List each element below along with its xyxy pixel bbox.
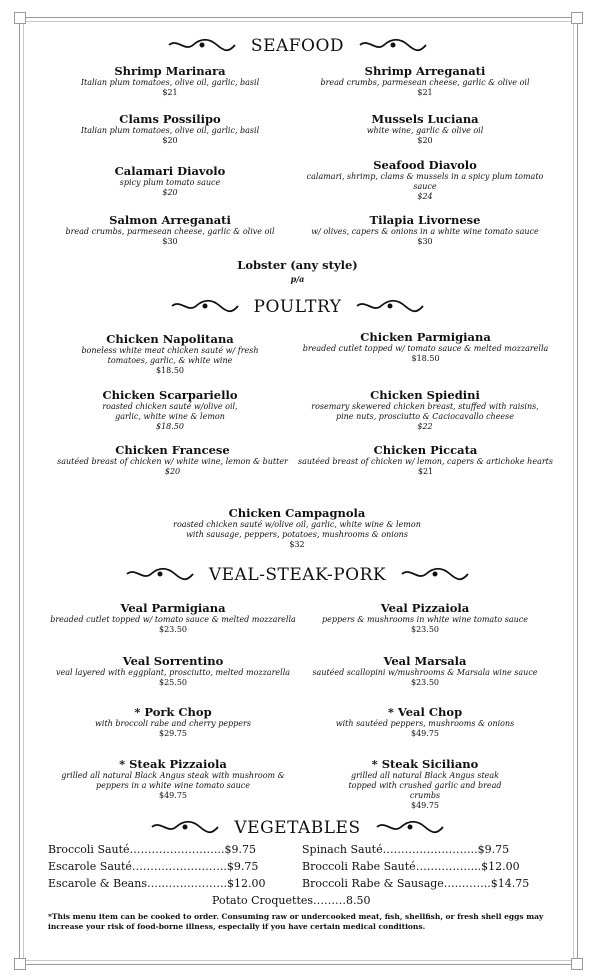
menu-item — [50, 165, 290, 198]
vegetable-item: Broccoli Rabe & Sausage…..……..$14.75 — [302, 877, 530, 890]
item-name: Chicken Napolitana — [106, 332, 234, 346]
item-desc: roasted chicken sauté w/olive oil, garlic, white wine & lemon — [102, 402, 238, 421]
item-name: Clams Possilipo — [119, 112, 221, 126]
item-desc: grilled all natural Black Angus steak with mushroom & peppers in a white wine tomato sauce — [61, 771, 285, 790]
item-desc: bread crumbs, parmesean cheese, garlic & olive oil — [65, 227, 275, 236]
vegetable-item: Escarole & Beans…..……………..$12.00 — [48, 877, 266, 890]
item-desc: boneless white meat chicken sauté w/ fresh tomatoes, garlic, & white wine — [81, 346, 259, 365]
item-desc: breaded cutlet topped w/ tomato sauce & melted mozzarella — [50, 615, 296, 624]
item-price: $18.50 — [156, 422, 184, 431]
scroll-ornament-icon — [170, 298, 240, 318]
item-price: $23.50 — [411, 625, 439, 634]
vegetable-item: Escarole Sauté……………………..$9.75 — [48, 860, 259, 873]
border-corner — [14, 958, 26, 970]
menu-item — [48, 706, 298, 739]
item-name: Seafood Diavolo — [373, 158, 477, 172]
item-price: $49.75 — [411, 801, 439, 810]
menu-item — [50, 214, 290, 247]
menu-item — [48, 758, 298, 801]
item-price: $20 — [162, 188, 178, 197]
menu-item — [55, 333, 285, 376]
item-desc: sautéed breast of chicken w/ lemon, capers & artichoke hearts — [298, 457, 553, 466]
item-price: $21 — [417, 88, 433, 97]
item-desc: white wine, garlic & olive oil — [366, 126, 484, 135]
item-name: Shrimp Marinara — [114, 64, 226, 78]
item-desc: peppers & mushrooms in white wine tomato sauce — [322, 615, 528, 624]
item-price: $21 — [162, 88, 178, 97]
border-corner — [14, 12, 26, 24]
item-price: $18.50 — [156, 366, 184, 375]
item-name: Chicken Scarpariello — [102, 388, 238, 402]
menu-item — [50, 113, 290, 146]
section-heading-poultry — [0, 297, 595, 318]
item-price: $30 — [417, 237, 433, 246]
item-name: Veal Sorrentino — [122, 654, 224, 668]
item-price: $21 — [417, 467, 434, 476]
item-name: Shrimp Arreganati — [364, 64, 486, 78]
scroll-ornament-icon — [375, 819, 445, 839]
scroll-ornament-icon — [400, 566, 470, 586]
item-desc: sautéed breast of chicken w/ white wine, lemon & butter — [57, 457, 288, 466]
item-name: * Steak Pizzaiola — [119, 757, 227, 771]
menu-item — [300, 706, 550, 739]
item-name: Mussels Luciana — [371, 112, 479, 126]
health-disclaimer: *This menu item can be cooked to order. Consuming raw or undercooked meat, fish, shellfish, or fresh shell eggs may increase your risk of food-borne illness, especially if you have certain medical conditions. — [48, 912, 544, 931]
scroll-ornament-icon — [358, 37, 428, 57]
item-name: Chicken Spiedini — [370, 388, 480, 402]
section-heading-seafood — [0, 36, 595, 57]
item-name: Veal Marsala — [383, 654, 467, 668]
item-name: Veal Parmigiana — [120, 601, 226, 615]
menu-item — [48, 655, 298, 688]
menu-item — [300, 113, 550, 146]
menu-item — [300, 655, 550, 688]
item-desc: Italian plum tomatoes, olive oil, garlic, basil — [80, 126, 260, 135]
menu-item — [300, 214, 550, 247]
item-desc: breaded cutlet topped w/ tomato sauce & melted mozzarella — [302, 344, 549, 353]
item-name: Calamari Diavolo — [114, 164, 226, 178]
item-price: $20 — [164, 467, 181, 476]
vegetable-item: Broccoli Sauté……………………..$9.75 — [48, 843, 257, 856]
item-price: $49.75 — [411, 729, 439, 738]
item-desc: roasted chicken sauté w/olive oil, garlic, white wine & lemon with sausage, peppers, potatoes, mushrooms & onions — [173, 520, 421, 539]
menu-item — [50, 444, 295, 477]
menu-item — [300, 602, 550, 635]
section-title: VEGETABLES — [234, 818, 361, 838]
section-title: VEAL-STEAK-PORK — [208, 565, 387, 585]
section-heading-veal-steak-pork — [0, 565, 595, 586]
item-desc: with sautéed peppers, mushrooms & onions — [335, 719, 515, 728]
item-desc: grilled all natural Black Angus steak topped with crushed garlic and bread crumbs — [348, 771, 502, 800]
menu-item — [50, 65, 290, 98]
border-corner — [571, 12, 583, 24]
menu-item — [55, 389, 285, 432]
section-title: SEAFOOD — [250, 36, 345, 56]
item-name: Chicken Parmigiana — [360, 330, 491, 344]
item-desc: rosemary skewered chicken breast, stuffed with raisins, pine nuts, prosciutto & Caciocavallo cheese — [311, 402, 539, 421]
item-name: * Veal Chop — [387, 705, 463, 719]
item-name: Chicken Campagnola — [228, 506, 366, 520]
item-price: $23.50 — [411, 678, 439, 687]
scroll-ornament-icon — [167, 37, 237, 57]
item-name: * Pork Chop — [134, 705, 212, 719]
item-desc: spicy plum tomato sauce — [119, 178, 221, 187]
vegetable-item: Potato Croquettes………8.50 — [212, 894, 371, 907]
item-price: $22 — [417, 422, 433, 431]
menu-item — [305, 159, 545, 202]
border-corner — [571, 958, 583, 970]
item-price: p/a — [290, 274, 305, 284]
vegetable-item: Broccoli Rabe Sauté……………...$12.00 — [302, 860, 520, 873]
item-price: $32 — [289, 540, 305, 549]
item-name: Salmon Arreganati — [109, 213, 231, 227]
menu-item — [300, 389, 550, 432]
menu-item — [48, 602, 298, 635]
item-price: $23.50 — [159, 625, 187, 634]
menu-item — [298, 331, 553, 364]
item-price: $18.50 — [411, 354, 440, 363]
menu-item — [300, 65, 550, 98]
menu-item — [172, 507, 422, 550]
menu-item — [298, 444, 553, 477]
item-price: $25.50 — [159, 678, 187, 687]
item-desc: bread crumbs, parmesean cheese, garlic & olive oil — [320, 78, 530, 87]
item-name: Tilapia Livornese — [369, 213, 481, 227]
item-price: $29.75 — [159, 729, 187, 738]
item-desc: Italian plum tomatoes, olive oil, garlic, basil — [80, 78, 260, 87]
item-name: Chicken Francese — [115, 443, 230, 457]
scroll-ornament-icon — [125, 566, 195, 586]
item-desc: veal layered with eggplant, prosciutto, melted mozzarella — [55, 668, 291, 677]
item-price: $20 — [162, 136, 178, 145]
scroll-ornament-icon — [150, 819, 220, 839]
item-name: * Steak Siciliano — [371, 757, 479, 771]
section-heading-vegetables — [0, 818, 595, 839]
menu-item — [300, 758, 550, 811]
item-price: $20 — [417, 136, 433, 145]
item-desc: sautéed scallopini w/mushrooms & Marsala wine sauce — [312, 668, 538, 677]
section-title: POULTRY — [253, 297, 342, 317]
item-desc: w/ olives, capers & onions in a white wine tomato sauce — [311, 227, 539, 236]
item-name: Lobster (any style) — [237, 258, 358, 272]
item-desc: calamari, shrimp, clams & mussels in a spicy plum tomato sauce — [306, 172, 544, 191]
item-desc: with broccoli rabe and cherry peppers — [95, 719, 251, 728]
item-price: $24 — [417, 192, 433, 201]
menu-item — [180, 259, 415, 284]
item-price: $49.75 — [159, 791, 187, 800]
vegetable-item: Spinach Sauté……………………..$9.75 — [302, 843, 510, 856]
item-name: Veal Pizzaiola — [380, 601, 470, 615]
scroll-ornament-icon — [355, 298, 425, 318]
item-name: Chicken Piccata — [373, 443, 478, 457]
item-price: $30 — [162, 237, 178, 246]
